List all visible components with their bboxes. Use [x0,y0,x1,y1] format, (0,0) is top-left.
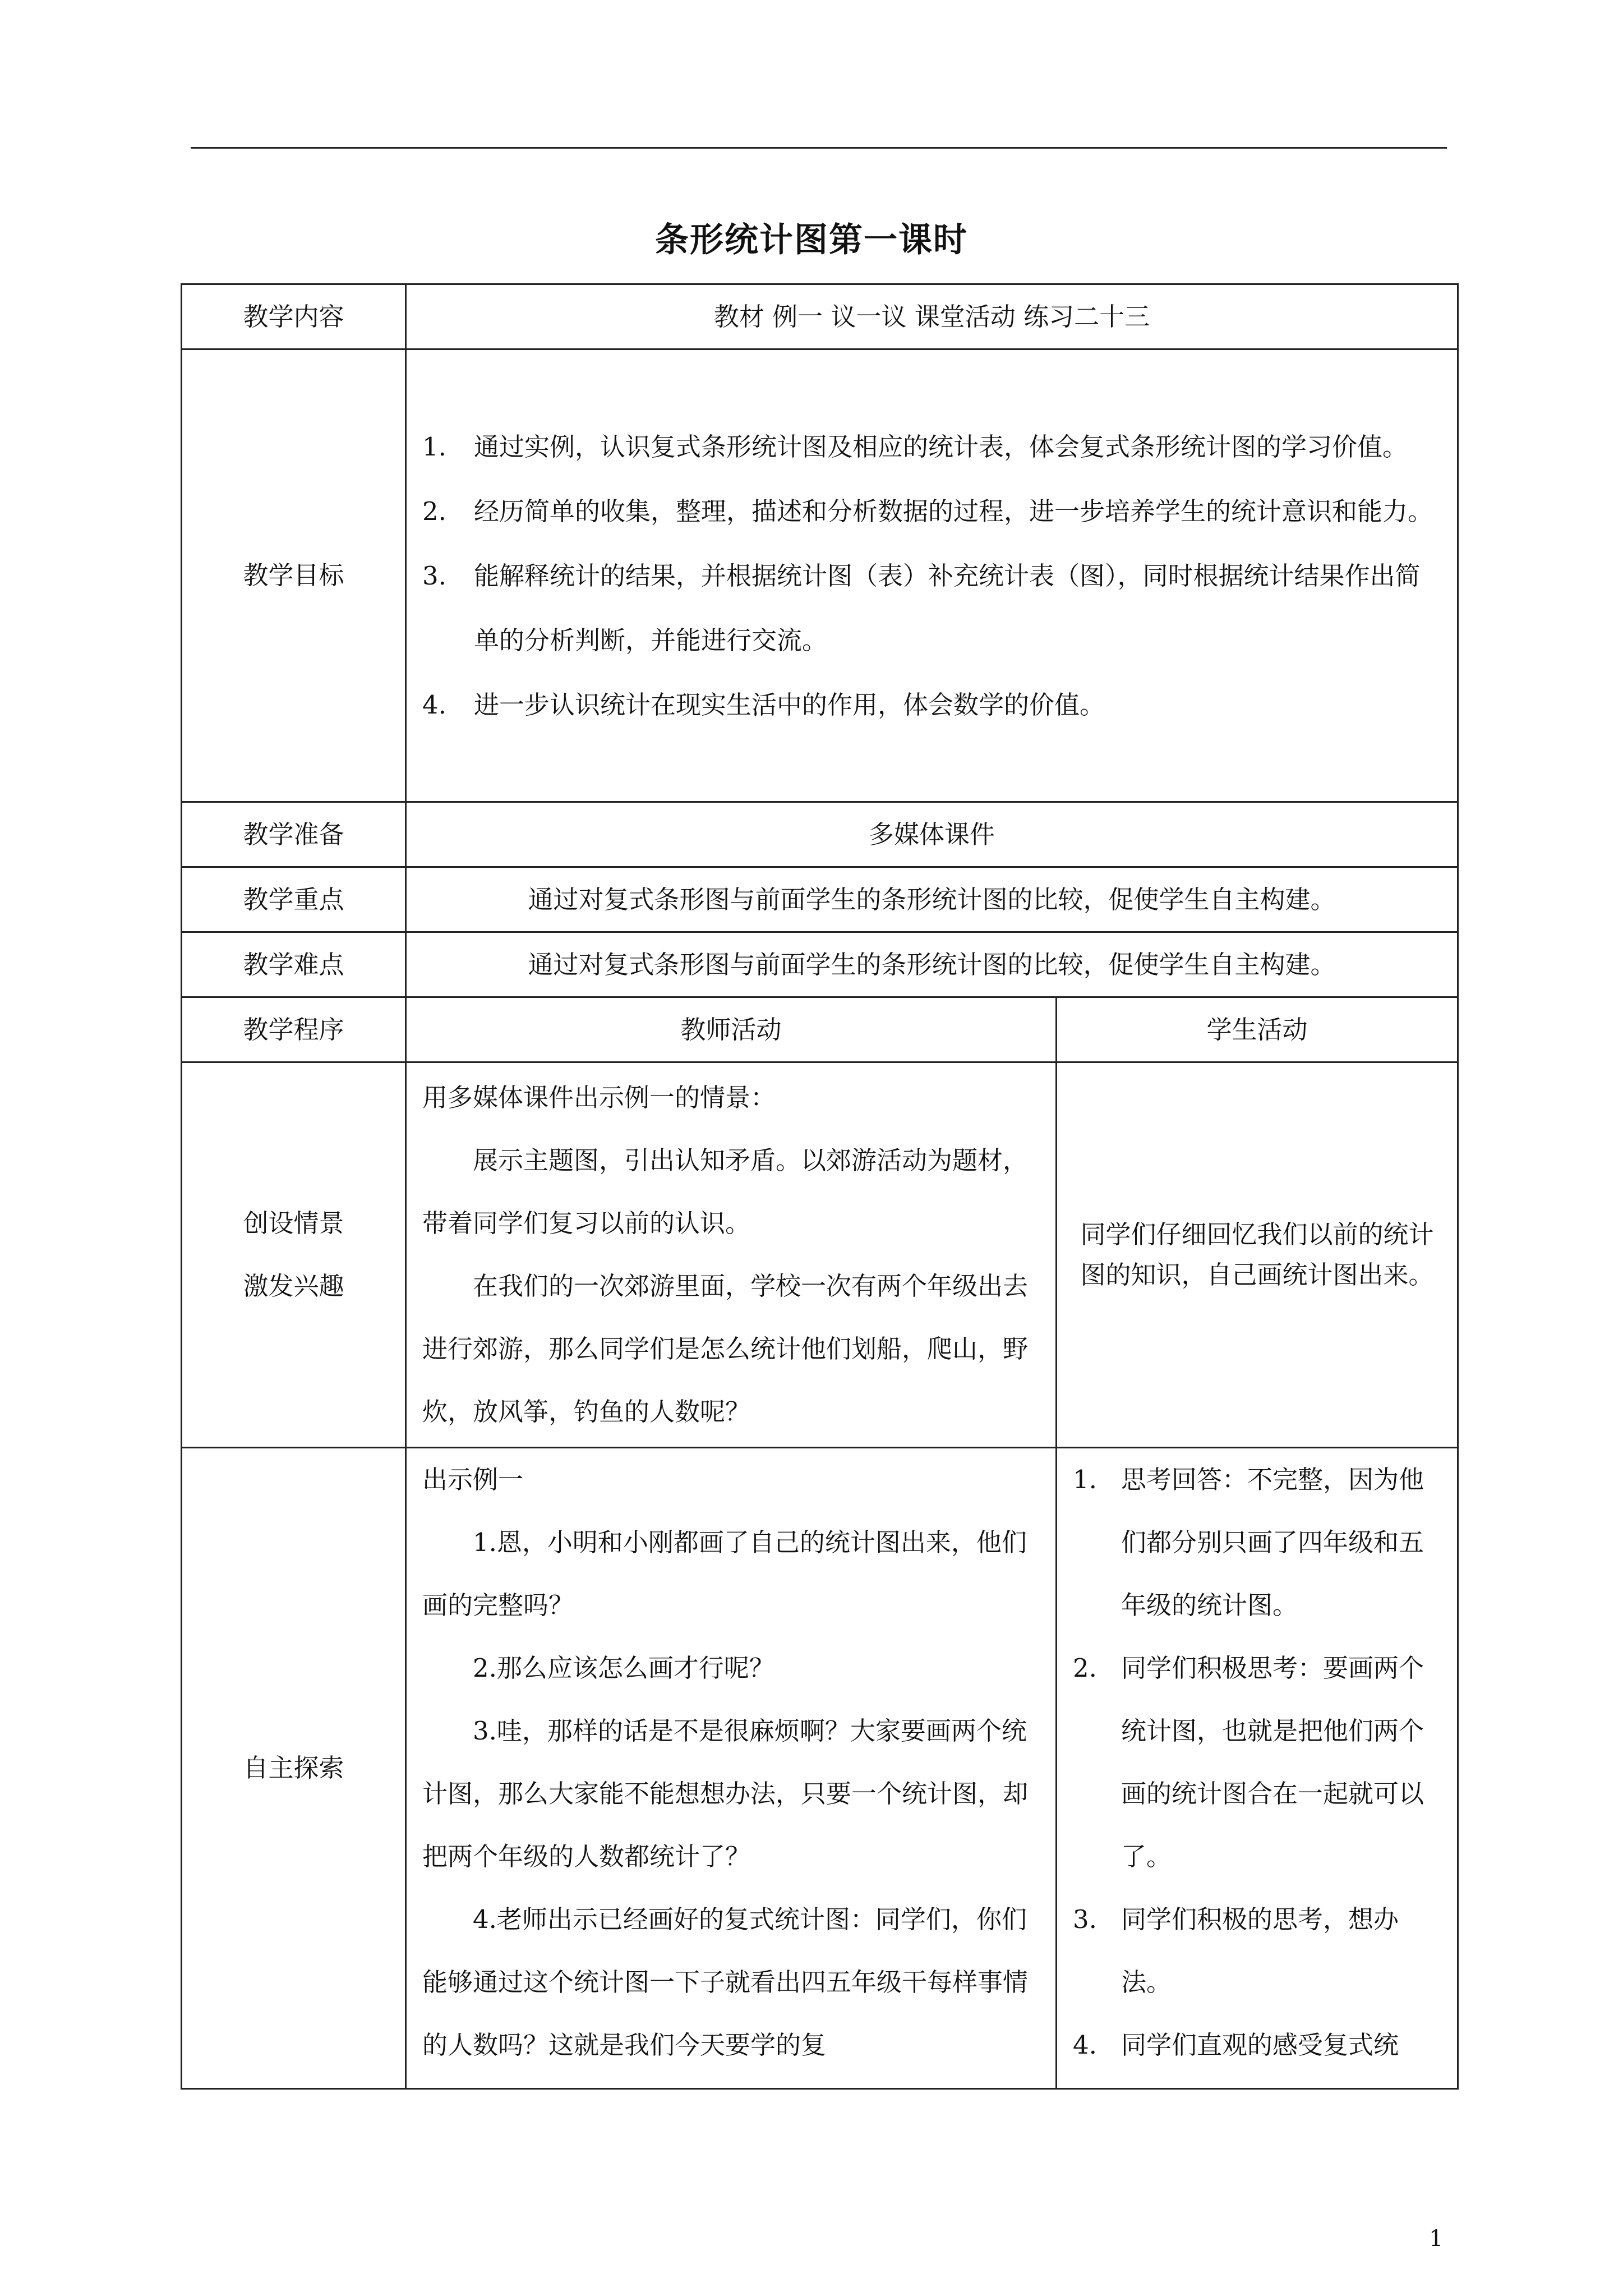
label-explore: 自主探索 [182,1448,406,2089]
goal-item [422,479,1441,544]
explore-student-item [1073,1888,1441,2014]
scene-teacher-paragraph: 展示主题图，引出认知矛盾。以郊游活动为题材，带着同学们复习以前的认识。 [422,1145,1029,1238]
goal-item [422,544,1441,673]
explore-student-activity [1057,1448,1458,2089]
student-item-number: 3. [1073,1904,1097,1934]
label-key: 教学重点 [182,867,406,932]
explore-teacher-paragraph: 1.恩，小明和小刚都画了自己的统计图出来，他们画的完整吗？ [422,1527,1027,1620]
student-activity-header: 学生活动 [1057,997,1458,1062]
goal-number: 2. [422,496,446,526]
goal-number: 4. [422,689,446,720]
value-difficulty: 通过对复式条形图与前面学生的条形统计图的比较，促使学生自主构建。 [406,932,1458,997]
goal-text: 经历简单的收集，整理，描述和分析数据的过程，进一步培养学生的统计意识和能力。 [474,496,1433,526]
explore-teacher-activity [406,1448,1057,2089]
value-prep: 多媒体课件 [406,802,1458,867]
row-prep [182,802,1458,867]
explore-teacher-paragraph: 出示例一 [422,1465,524,1494]
label-prep: 教学准备 [182,802,406,867]
lesson-plan-table [181,283,1459,2090]
student-item-number: 2. [1073,1653,1097,1683]
label-scene-line2: 激发兴趣 [243,1271,344,1301]
row-goals [182,349,1458,802]
goal-item [422,415,1441,479]
teacher-activity-header: 教师活动 [406,997,1057,1062]
row-explore [182,1448,1458,2089]
value-key: 通过对复式条形图与前面学生的条形统计图的比较，促使学生自主构建。 [406,867,1458,932]
goal-text: 能解释统计的结果，并根据统计图（表）补充统计表（图），同时根据统计结果作出简单的分析判断，并能进行交流。 [474,560,1421,655]
goal-number: 1. [422,431,446,462]
label-difficulty: 教学难点 [182,932,406,997]
scene-teacher-paragraph: 用多媒体课件出示例一的情景： [422,1083,776,1112]
explore-teacher-paragraph: 4.老师出示已经画好的复式统计图：同学们，你们能够通过这个统计图一下子就看出四五年级干每样事情的人数吗？这就是我们今天要学的复 [422,1904,1029,2060]
explore-student-item [1073,2014,1441,2077]
student-item-text: 同学们积极思考：要画两个统计图，也就是把他们两个画的统计图合在一起就可以了。 [1121,1653,1424,1871]
label-scene [182,1062,406,1448]
row-scene [182,1062,1458,1448]
label-procedure: 教学程序 [182,997,406,1062]
student-item-number: 4. [1073,2030,1097,2060]
row-difficulty [182,932,1458,997]
goal-text: 进一步认识统计在现实生活中的作用，体会数学的价值。 [474,689,1105,720]
explore-student-item [1073,1637,1441,1888]
goal-item [422,673,1441,737]
scene-student-activity: 同学们仔细回忆我们以前的统计图的知识，自己画统计图出来。 [1057,1062,1458,1448]
scene-teacher-activity [406,1062,1057,1448]
student-item-text: 同学们直观的感受复式统 [1121,2030,1399,2060]
label-content: 教学内容 [182,284,406,349]
page-title: 条形统计图第一课时 [655,220,968,260]
header-rule [191,147,1447,149]
goal-text: 通过实例，认识复式条形统计图及相应的统计表，体会复式条形统计图的学习价值。 [474,431,1408,462]
page-number: 1 [1429,2226,1444,2252]
goal-number: 3. [422,560,446,591]
value-content: 教材 例一 议一议 课堂活动 练习二十三 [406,284,1458,349]
explore-student-item [1073,1448,1441,1637]
student-item-number: 1. [1073,1465,1097,1494]
explore-teacher-paragraph: 3.哇，那样的话是不是很麻烦啊？大家要画两个统计图，那么大家能不能想想办法，只要一个统计图，却把两个年级的人数都统计了？ [422,1716,1029,1871]
value-goals [406,349,1458,802]
student-item-text: 同学们积极的思考，想办法。 [1121,1904,1399,1997]
scene-teacher-paragraph: 在我们的一次郊游里面，学校一次有两个年级出去进行郊游，那么同学们是怎么统计他们划船，爬山，野炊，放风筝，钓鱼的人数呢？ [422,1271,1029,1427]
label-goals: 教学目标 [182,349,406,802]
explore-teacher-paragraph: 2.那么应该怎么画才行呢？ [473,1653,774,1683]
row-procedure [182,997,1458,1062]
label-scene-line1: 创设情景 [243,1208,344,1238]
student-item-text: 思考回答：不完整，因为他们都分别只画了四年级和五年级的统计图。 [1121,1465,1424,1620]
row-content [182,284,1458,349]
row-key [182,867,1458,932]
